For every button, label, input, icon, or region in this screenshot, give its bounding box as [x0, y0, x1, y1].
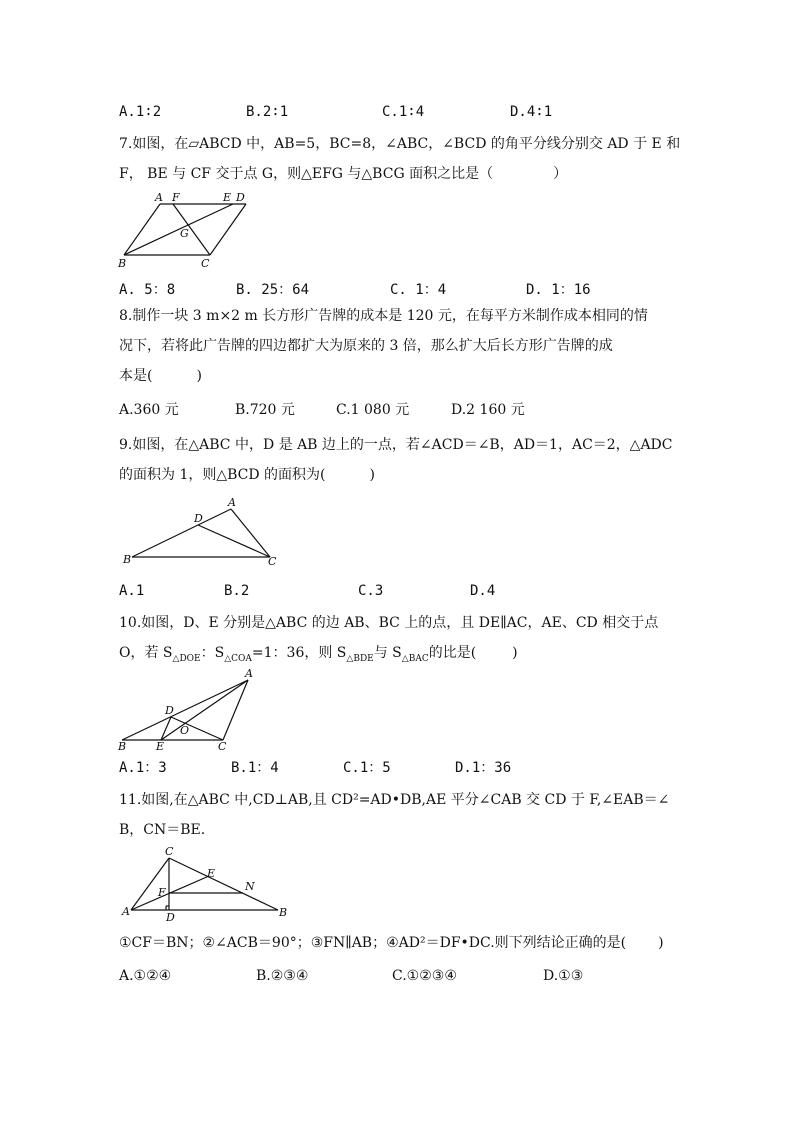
q11-stem-line2: B，CN＝BE.	[119, 822, 206, 838]
q11-option-b: B.②③④	[256, 968, 309, 984]
q7-option-b: B. 25：64	[236, 282, 310, 298]
q10-text-d: 与 S	[373, 645, 402, 661]
q10-option-b: B.1：4	[231, 760, 279, 776]
q11-label-c: C	[165, 845, 174, 858]
q8-stem-line3	[119, 367, 202, 385]
q11-option-a: A.①②④	[119, 968, 172, 984]
q7-stem-line1: 7.如图，在▱ABCD 中，AB=5，BC=8，∠ABC，∠BCD 的角平分线分别交 AD 于 E 和	[119, 136, 681, 152]
q10-label-e: E	[156, 740, 165, 753]
q9-label-b: B	[123, 553, 132, 566]
q9-paren-close: )	[369, 467, 375, 483]
q9-stem-line2-text: 的面积为 1，则△BCD 的面积为(	[119, 467, 326, 483]
q10-option-a: A.1：3	[119, 760, 167, 776]
q7-option-c: C. 1：4	[390, 282, 447, 298]
q10-label-a: A	[245, 667, 253, 680]
q10-sub-bde: △BDE	[346, 653, 374, 664]
q10-label-b: B	[118, 740, 127, 753]
q9-option-c: C.3	[358, 583, 384, 599]
q8-option-a: A.360 元	[119, 402, 179, 418]
q9-triangle-figure	[120, 495, 290, 570]
q10-option-d: D.1：36	[455, 760, 512, 776]
q6-option-b: B.2∶1	[246, 104, 289, 120]
q10-option-c: C.1：5	[343, 760, 391, 776]
q8-option-d: D.2 160 元	[451, 402, 525, 418]
q7-option-d: D. 1：16	[526, 282, 591, 298]
q10-text-a: O，若 S	[119, 645, 173, 661]
q11-paren-close: )	[658, 935, 664, 951]
q10-label-c: C	[218, 740, 227, 753]
q9-option-d: D.4	[470, 583, 496, 599]
q10-label-d: D	[165, 704, 174, 717]
q11-label-b: B	[279, 906, 288, 919]
q7-stem-line2	[119, 165, 567, 183]
q8-stem-line3-text: 本是(	[119, 368, 153, 384]
q10-text-c: =1：36，则 S	[251, 645, 347, 661]
q6-option-c: C.1∶4	[382, 104, 425, 120]
q10-sub-coa: △COA	[224, 653, 252, 664]
q11-label-e: E	[207, 867, 216, 880]
q7-label-a: A	[155, 191, 163, 204]
q10-stem-line2	[119, 644, 518, 668]
q6-option-d: D.4∶1	[510, 104, 553, 120]
q8-option-b: B.720 元	[235, 402, 295, 418]
q9-label-d: D	[194, 512, 203, 525]
q10-sub-doe: △DOE	[172, 653, 201, 664]
q8-option-c: C.1 080 元	[336, 402, 410, 418]
q6-option-a: A.1∶2	[119, 104, 162, 120]
q11-label-a: A	[122, 905, 130, 918]
q9-option-a: A.1	[119, 583, 145, 599]
q7-label-b: B	[118, 257, 127, 270]
q10-sub-bac: △BAC	[401, 653, 429, 664]
q8-stem-line2: 况下，若将此广告牌的四边都扩大为原来的 3 倍，那么扩大后长方形广告牌的成	[119, 338, 613, 354]
q7-stem-line2-text: F， BE 与 CF 交于点 G，则△EFG 与△BCG 面积之比是（	[119, 166, 494, 182]
q10-paren-close: )	[512, 645, 518, 661]
q11-stem-line1: 11.如图,在△ABC 中,CD⊥AB,且 CD²=AD•DB,AE 平分∠CAB 交 CD 于 F,∠EAB＝∠	[119, 792, 670, 808]
q9-label-c: C	[268, 555, 277, 568]
q11-option-d: D.①③	[543, 968, 584, 984]
q7-label-d: D	[236, 191, 245, 204]
q11-statements-text: ①CF＝BN；②∠ACB＝90°；③FN∥AB；④AD²＝DF•DC.则下列结论正确的是(	[119, 935, 627, 951]
q7-paren-close: ）	[553, 166, 568, 182]
q7-label-c: C	[201, 257, 210, 270]
q11-label-d: D	[166, 911, 175, 924]
q8-paren-close: )	[196, 368, 202, 384]
q7-label-e: E	[223, 191, 232, 204]
q11-statements	[119, 934, 664, 952]
q11-label-f: F	[158, 886, 166, 899]
q9-label-a: A	[228, 496, 236, 509]
q11-label-n: N	[245, 880, 255, 893]
q11-triangle-figure	[118, 845, 293, 925]
q10-stem-line1: 10.如图，D、E 分别是△ABC 的边 AB、BC 上的点，且 DE∥AC，AE、CD 相交于点	[119, 615, 659, 631]
q9-stem-line1: 9.如图，在△ABC 中，D 是 AB 边上的一点，若∠ACD＝∠B，AD＝1，AC＝2，△ADC	[119, 437, 673, 453]
q10-triangle-figure	[117, 667, 262, 752]
q9-stem-line2	[119, 466, 375, 484]
q9-option-b: B.2	[224, 583, 250, 599]
q10-text-e: 的比是(	[428, 645, 477, 661]
q7-label-f: F	[172, 191, 180, 204]
q8-stem-line1: 8.制作一块 3 m×2 m 长方形广告牌的成本是 120 元，在每平方米制作成本相同的情	[119, 308, 648, 324]
q10-label-o: O	[180, 724, 190, 737]
q7-option-a: A. 5：8	[119, 282, 176, 298]
q10-text-b: ：S	[200, 645, 225, 661]
q7-parallelogram-figure	[115, 190, 265, 270]
q7-label-g: G	[180, 227, 189, 240]
q11-option-c: C.①②③④	[392, 968, 457, 984]
